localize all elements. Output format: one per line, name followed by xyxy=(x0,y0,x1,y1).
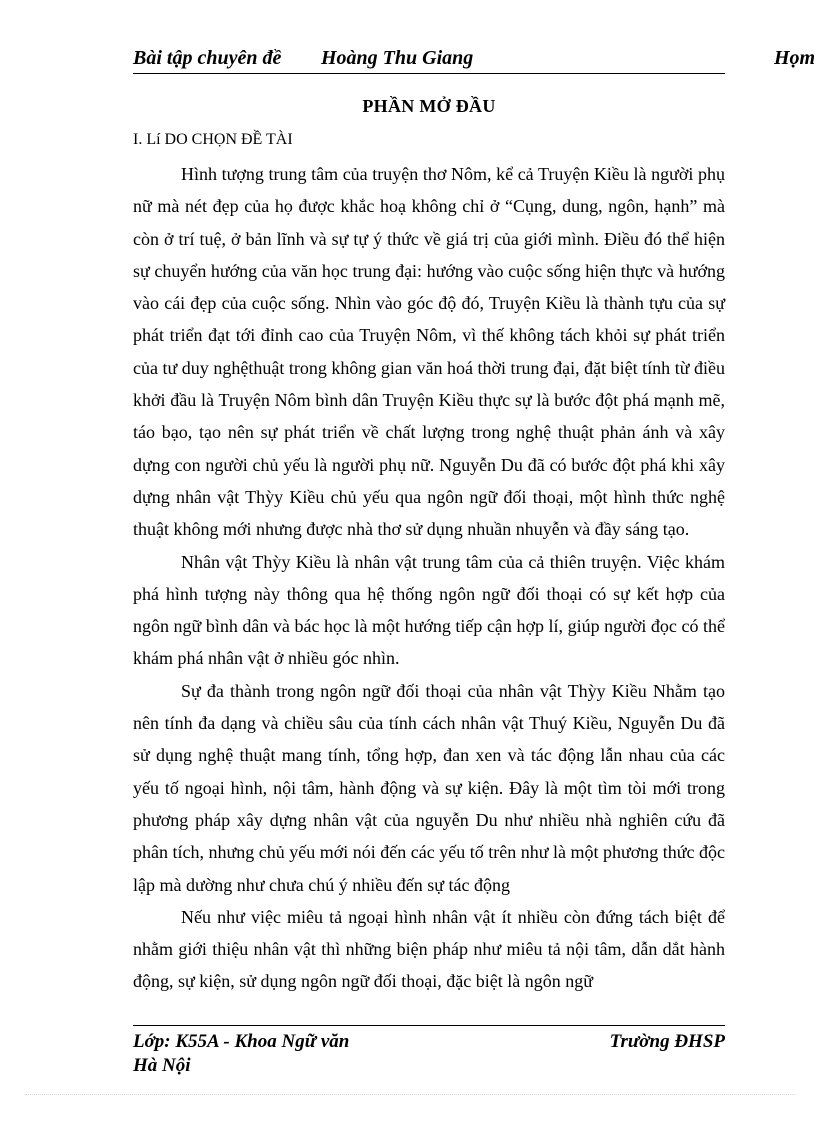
footer-school: Trường ĐHSP xyxy=(609,1031,725,1052)
paragraph-2: Nhân vật Thỳy Kiều là nhân vật trung tâm của cả thiên truyện. Việc khám phá hình tượng này thông qua hệ thống ngôn ngữ đối thoại có sự kết hợp của ngôn ngữ bình dân và bác học là một hướng tiếp cận hợp lí, giúp người đọc có thể khám phá nhân vật ở nhiều góc nhìn. xyxy=(133,551,725,669)
header-right-fragment: Họm xyxy=(774,47,816,69)
section-heading: I. Lí DO CHỌN ĐỀ TÀI xyxy=(133,131,293,148)
footer-class-info: Lớp: K55A - Khoa Ngữ văn xyxy=(133,1031,350,1052)
header-author-name: Hoàng Thu Giang xyxy=(321,47,474,69)
document-title: PHẦN MỞ ĐẦU xyxy=(362,96,496,116)
footer-city: Hà Nội xyxy=(133,1055,191,1076)
header-course-title: Bài tập chuyên đề xyxy=(133,47,282,69)
page-header xyxy=(133,47,816,75)
paragraph-3: Sự đa thành trong ngôn ngữ đối thoại của nhân vật Thỳy Kiều Nhằm tạo nên tính đa dạng và chiều sâu của tính cách nhân vật Thuý Kiều, Nguyễn Du đã sử dụng nghệ thuật mang tính, tổng hợp, đan xen và tác động lẫn nhau của các yếu tố ngoại hình, nội tâm, hành động và sự kiện. Đây là một tìm tòi mới trong phương pháp xây dựng nhân vật của nguyễn Du như nhiều nhà nghiên cứu đã phân tích, nhưng chủ yếu mới nói đến các yếu tố trên như là một phương thức độc lập mà dường như chưa chú ý nhiều đến sự tác động xyxy=(133,680,725,895)
paragraph-4: Nếu như việc miêu tả ngoại hình nhân vật ít nhiều còn đứng tách biệt để nhằm giới thiệu nhân vật thì những biện pháp như miêu tả nội tâm, dẫn dắt hành động, sự kiện, sử dụng ngôn ngữ đối thoại, đặc biệt là ngôn ngữ xyxy=(133,906,725,992)
header-divider xyxy=(133,73,725,74)
page-bottom-dotted-border xyxy=(25,1094,795,1095)
document-body xyxy=(133,158,725,998)
paragraph-1: Hình tượng trung tâm của truyện thơ Nôm, kể cả Truyện Kiều là người phụ nữ mà nét đẹp của họ được khắc hoạ không chỉ ở “Cụng, dung, ngôn, hạnh” mà còn ở trí tuệ, ở bản lĩnh và sự tự ý thức về giá trị của giới mình. Điều đó thể hiện sự chuyển hướng của văn học trung đại: hướng vào cuộc sống hiện thực và hướng vào cái đẹp của cuộc sống. Nhìn vào góc độ đó, Truyện Kiều là thành tựu của sự phát triển đạt tới đỉnh cao của Truyện Nôm, vì thế không tách khỏi sự phát triển của tư duy nghệthuật trong không gian văn hoá thời trung đại, đặt biệt tính từ điều khởi đầu là Truyện Nôm bình dân Truyện Kiều thực sự là bước đột phá mạnh mẽ, táo bạo, tạo nên sự phát triển về chất lượng trong nghệ thuật phản ánh và xây dựng con người chủ yếu là người phụ nữ. Nguyễn Du đã có bước đột phá khi xây dựng nhân vật Thỳy Kiều chủ yếu qua ngôn ngữ đối thoại, một hình thức nghệ thuật không mới nhưng được nhà thơ sử dụng nhuần nhuyễn và đầy sáng tạo. xyxy=(133,164,725,540)
footer-divider xyxy=(133,1025,725,1026)
